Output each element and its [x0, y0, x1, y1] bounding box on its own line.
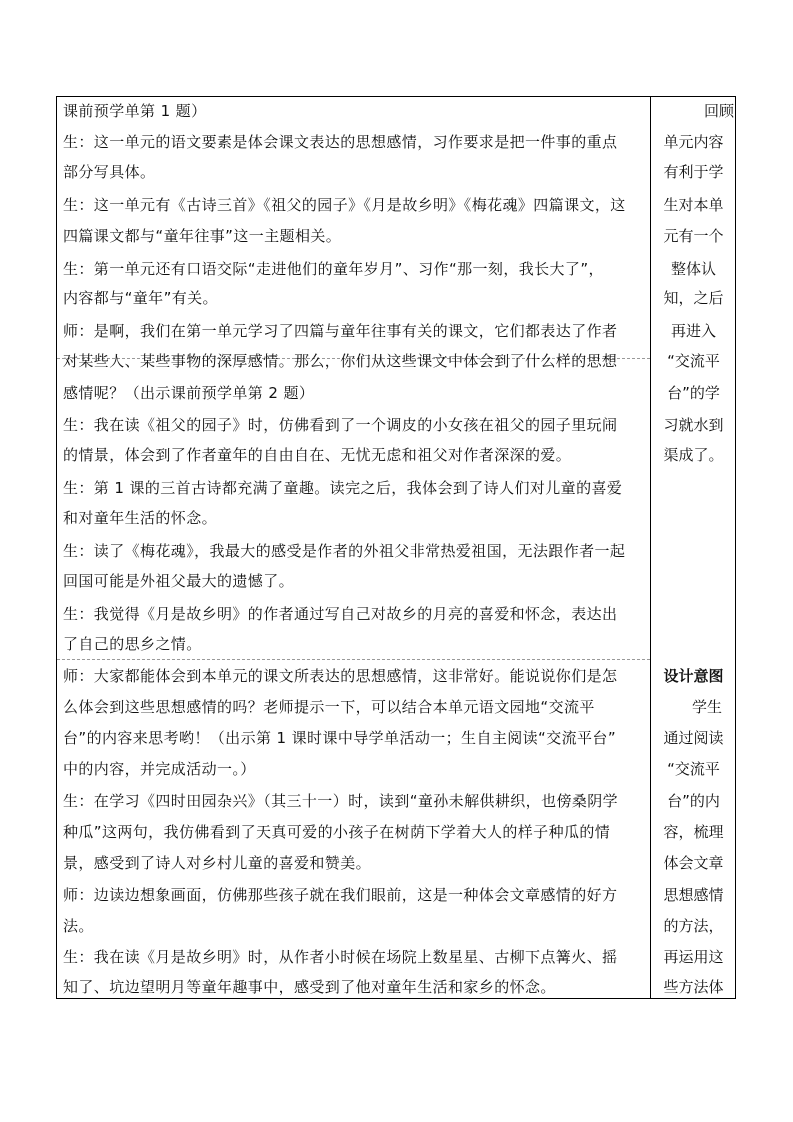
text-line: 生：这一单元有《古诗三首》《祖父的园子》《月是故乡明》《梅花魂》四篇课文，这 [63, 196, 626, 214]
text-line: 生：我在读《月是故乡明》时，从作者小时候在场院上数星星、古柳下点篝火、摇 [63, 948, 618, 966]
text-line: 课前预学单第 1 题） [63, 102, 207, 120]
text-line: 回国可能是外祖父最大的遗憾了。 [63, 572, 295, 590]
side-text-line: 体会文章 [663, 854, 724, 872]
side-text-line: 的方法， [663, 917, 724, 935]
text-line: 内容都与“童年”有关。 [63, 289, 218, 307]
text-line: 对某些人、某些事物的深厚感情。那么，你们从这些课文中体会到了什么样的思想 [63, 352, 618, 370]
text-line: 生：第一单元还有口语交际“走进他们的童年岁月”、习作“那一刻，我长大了”， [63, 260, 604, 278]
text-line: 师：边读边想象画面，仿佛那些孩子就在我们眼前，这是一种体会文章感情的好方 [63, 886, 618, 904]
text-line: 生：读了《梅花魂》，我最大的感受是作者的外祖父非常热爱祖国，无法跟作者一起 [63, 542, 626, 560]
text-line: 景，感受到了诗人对乡村儿童的喜爱和赞美。 [63, 854, 372, 872]
text-line: 部分写具体。 [63, 163, 156, 181]
side-text-line: 通过阅读 [663, 729, 724, 747]
row-divider [57, 659, 650, 660]
side-text-line: 知，之后 [663, 289, 724, 307]
text-line: 知了、坑边望明月等童年趣事中，感受到了他对童年生活和家乡的怀念。 [63, 978, 556, 996]
side-text-line: 整体认 [670, 260, 716, 278]
side-text-line: 习就水到 [663, 416, 724, 434]
text-line: 师：大家都能体会到本单元的课文所表达的思想感情，这非常好。能说说你们是怎 [63, 667, 618, 685]
text-line: 和对童年生活的怀念。 [63, 509, 218, 527]
text-line: 生：我在读《祖父的园子》时，仿佛看到了一个调皮的小女孩在祖父的园子里玩闹 [63, 416, 618, 434]
side-text-line: 单元内容 [663, 133, 724, 151]
lesson-table [56, 96, 736, 999]
side-text-line: 再运用这 [663, 948, 724, 966]
text-line: 生：第 1 课的三首古诗都充满了童趣。读完之后，我体会到了诗人们对儿童的喜爱 [63, 479, 623, 497]
text-line: 了自己的思乡之情。 [63, 635, 202, 653]
side-text-line: 有利于学 [663, 163, 724, 181]
side-text-line: 再进入 [670, 322, 716, 340]
side-text-line: 容，梳理 [663, 823, 724, 841]
text-line: 么体会到这些思想感情的吗？老师提示一下，可以结合本单元语文园地“交流平 [63, 698, 595, 716]
text-line: 感情呢？（出示课前预学单第 2 题） [63, 384, 315, 402]
text-line: 台”的内容来思考哟！（出示第 1 课时课中导学单活动一；生自主阅读“交流平台” [63, 729, 616, 747]
side-text-line: “交流平 [667, 760, 720, 778]
text-line: 师：是啊，我们在第一单元学习了四篇与童年往事有关的课文，它们都表达了作者 [63, 322, 618, 340]
design-intent-heading: 设计意图 [663, 667, 724, 685]
side-text-line: “交流平 [667, 352, 720, 370]
text-line: 的情景，体会到了作者童年的自由自在、无忧无虑和祖父对作者深深的爱。 [63, 446, 572, 464]
text-line: 生：这一单元的语文要素是体会课文表达的思想感情，习作要求是把一件事的重点 [63, 133, 618, 151]
text-line: 种瓜”这两句，我仿佛看到了天真可爱的小孩子在树荫下学着大人的样子种瓜的情 [63, 823, 611, 841]
side-text-line: 生对本单 [663, 196, 724, 214]
side-text-line: 台”的学 [667, 384, 720, 402]
side-text-line: 渠成了。 [663, 446, 724, 464]
side-text-line: 思想感情 [663, 886, 724, 904]
side-text-line: 学生 [691, 698, 722, 716]
text-line: 四篇课文都与“童年往事”这一主题相关。 [63, 227, 342, 245]
text-line: 中的内容，并完成活动一。） [63, 760, 256, 778]
text-line: 法。 [63, 917, 94, 935]
text-line: 生：我觉得《月是故乡明》的作者通过写自己对故乡的月亮的喜爱和怀念，表达出 [63, 605, 618, 623]
side-text-line: 些方法体 [663, 978, 724, 996]
side-text-line: 回顾 [703, 102, 734, 120]
side-text-line: 台”的内 [667, 792, 720, 810]
side-text-line: 元有一个 [663, 227, 724, 245]
text-line: 生：在学习《四时田园杂兴》（其三十一）时，读到“童孙未解供耕织，也傍桑阴学 [63, 792, 619, 810]
